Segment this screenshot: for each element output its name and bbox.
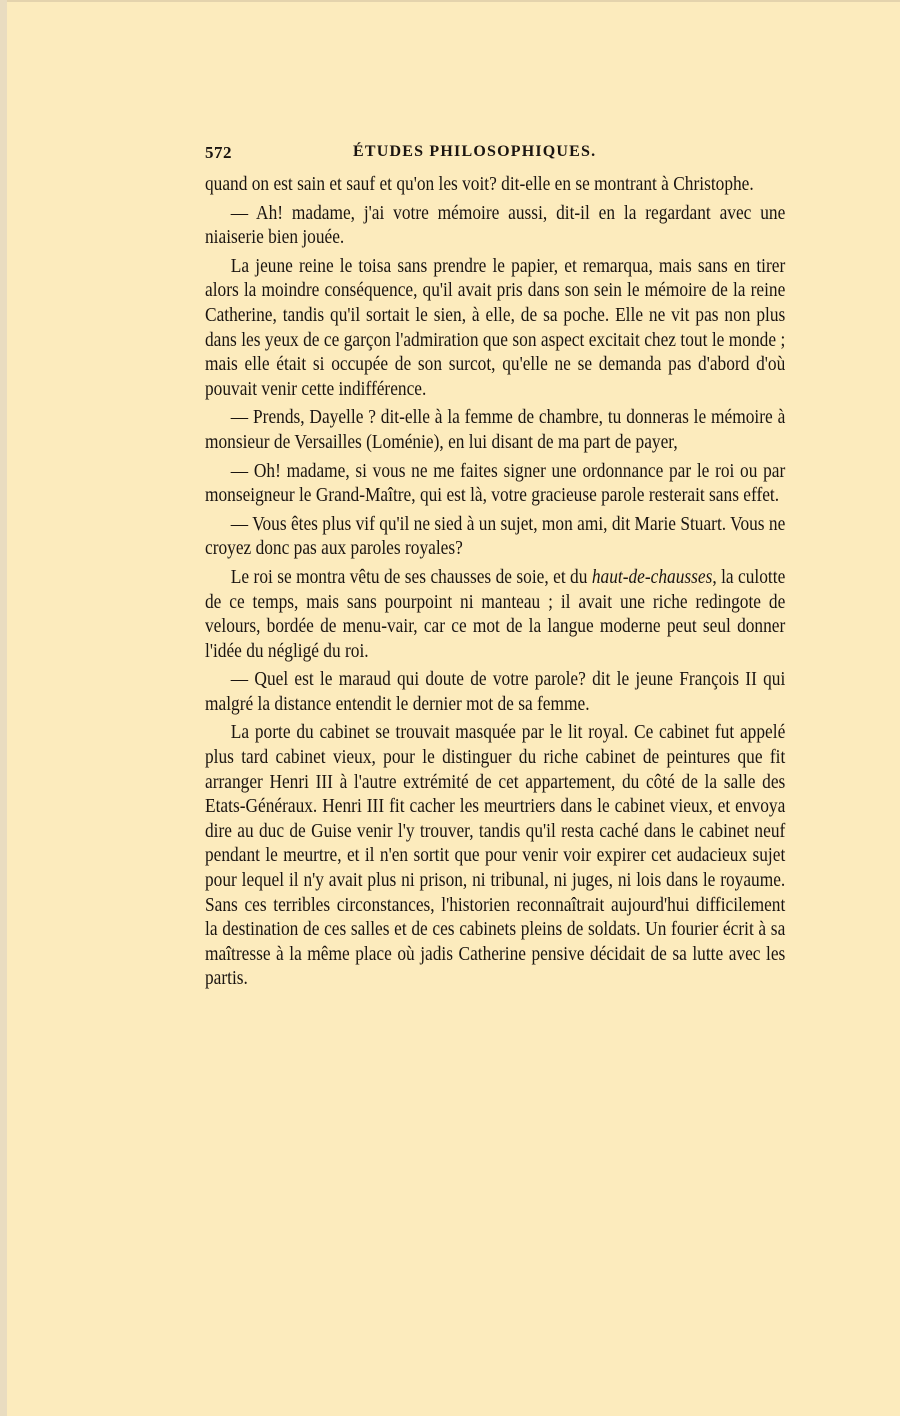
paragraph: — Vous êtes plus vif qu'il ne sied à un sujet, mon ami, dit Marie Stuart. Vous ne croyez donc pas aux paroles royales? bbox=[205, 513, 786, 560]
running-title: ÉTUDES PHILOSOPHIQUES. bbox=[353, 143, 597, 160]
paragraph-text: , la culotte de ce temps, mais sans pourpoint ni manteau ; il avait une riche redingote de velours, bordée de menu-vair, car ce mot de la langue moderne peut seul donner l'idée du négligé du roi. bbox=[205, 566, 786, 662]
book-page bbox=[205, 143, 785, 996]
page-left-edge bbox=[0, 0, 7, 1416]
page-number: 572 bbox=[205, 143, 232, 162]
paragraph-text: Le roi se montra vêtu de ses chausses de soie, et du bbox=[230, 566, 592, 588]
paragraph: — Oh! madame, si vous ne me faites signer une ordonnance par le roi ou par monseigneur le Grand-Maître, qui est là, votre gracieuse parole resterait sans effet. bbox=[205, 460, 786, 507]
paragraph bbox=[205, 566, 785, 664]
italic-term: haut-de-chausses bbox=[591, 566, 713, 588]
body-text bbox=[205, 173, 785, 992]
page-top-edge bbox=[0, 0, 900, 2]
paragraph: La jeune reine le toisa sans prendre le papier, et remarqua, mais sans en tirer alors la moindre conséquence, qu'il avait pris dans son sein le mémoire de la reine Catherine, tandis qu'il sortait le sien, à elle, de sa poche. Elle ne vit pas non plus dans les yeux de ce garçon l'admiration que son aspect excitait chez tout le monde ; mais elle était si occupée de son surcot, qu'elle ne se demanda pas d'abord d'où pouvait venir cette indifférence. bbox=[205, 255, 786, 400]
paragraph: — Prends, Dayelle ? dit-elle à la femme de chambre, tu donneras le mémoire à monsieur de Versailles (Loménie), en lui disant de ma part de payer, bbox=[205, 407, 786, 453]
paragraph: — Quel est le maraud qui doute de votre parole? dit le jeune François II qui malgré la distance entendit le dernier mot de sa femme. bbox=[205, 669, 786, 715]
running-head bbox=[205, 143, 785, 173]
paragraph: La porte du cabinet se trouvait masquée par le lit royal. Ce cabinet fut appelé plus tard cabinet vieux, pour le distinguer du riche cabinet de peintures que fit arranger Henri III à l'autre extrémité de cet appartement, du côté de la salle des Etats-Généraux. Henri III fit cacher les meurtriers dans le cabinet vieux, et envoya dire au duc de Guise venir l'y trouver, tandis qu'il resta caché dans le cabinet neuf pendant le meurtre, et il n'en sortit que pour venir voir expirer cet audacieux sujet pour lequel il n'y avait plus ni prison, ni tribunal, ni juges, ni lois dans le royaume. Sans ces terribles circonstances, l'historien reconnaîtrait aujourd'hui difficilement la destination de ces salles et de ces cabinets pleins de soldats. Un fourier écrit à sa maîtresse à la même place où jadis Catherine pensive décidait de sa lutte avec les partis. bbox=[205, 722, 786, 990]
paragraph: quand on est sain et sauf et qu'on les voit? dit-elle en se montrant à Christophe. bbox=[205, 174, 754, 195]
paragraph: — Ah! madame, j'ai votre mémoire aussi, dit-il en la regardant avec une niaiserie bien jouée. bbox=[205, 202, 786, 249]
